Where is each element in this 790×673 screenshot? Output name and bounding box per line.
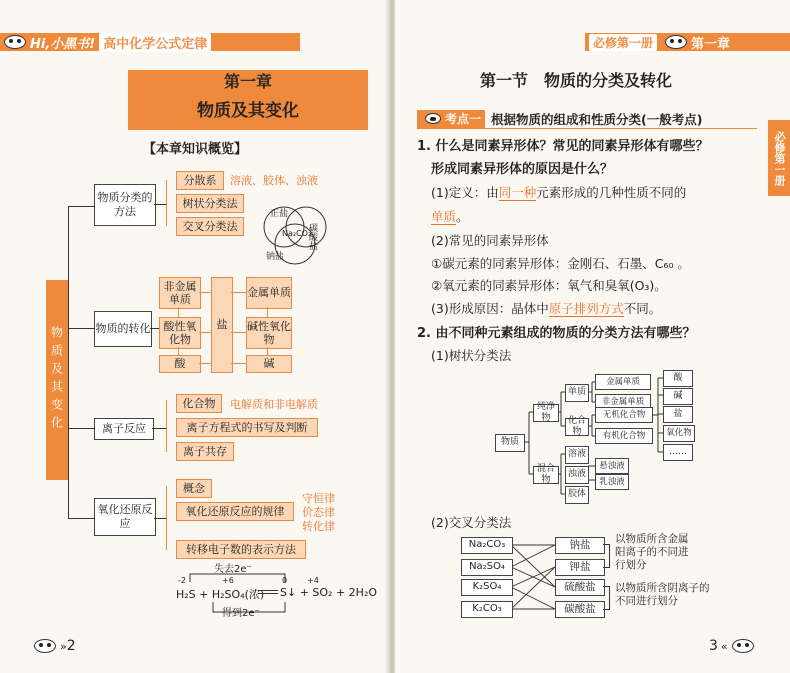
electrolyte-note: 电解质和非电解质 (230, 398, 318, 411)
item-concept: 概念 (176, 479, 212, 498)
main-trunk (68, 206, 69, 518)
metal-element: 金属单质 (246, 277, 292, 309)
overview-title: 【本章知识概览】 (143, 142, 248, 157)
tree-inorganic: 无机化合物 (595, 407, 653, 423)
tree-metal: 金属单质 (595, 374, 651, 390)
chapter-name: 物质及其变化 (197, 101, 299, 121)
brand: Hi,小黑书! (30, 36, 96, 52)
law-conservation: 守恒律 (302, 492, 335, 505)
bracket-bottom (603, 586, 610, 610)
definition-highlight: 同一种 (498, 185, 537, 200)
tree-simple: 单质 (565, 384, 589, 402)
venn-label-sodium-salt: 钠盐 (266, 252, 285, 262)
right-header (585, 33, 790, 51)
cross-sulfate: 硫酸盐 (555, 579, 605, 596)
left-page-number: 2 (66, 638, 76, 654)
item-redox-rules: 氧化还原反应的规律 (176, 502, 294, 521)
kaodian-tag-label: 考点一 (445, 112, 482, 126)
definition-highlight2: 单质 (431, 209, 457, 224)
branch-transformation: 物质的转化 (94, 311, 152, 347)
law-transformation: 转化律 (302, 520, 335, 533)
electron-lost: 失去2e⁻ (214, 564, 252, 575)
tree-turbid: 浊液 (565, 466, 589, 484)
q2: 2. 由不同种元素组成的物质的分类方法有哪些？ (417, 326, 696, 341)
branch-classification: 物质分类的方法 (94, 184, 156, 226)
q1-line1: 1. 什么是同素异形体？常见的同素异形体有哪些？ (417, 139, 709, 154)
tree-organic: 有机化合物 (595, 428, 653, 444)
tree-label: (1)树状分类法 (431, 348, 512, 363)
venn-label-normal-salt: 正盐 (270, 209, 289, 219)
right-page-footer: 3 « (709, 638, 758, 654)
equation-right: S↓ + SO₂ + 2H₂O (280, 586, 378, 599)
equation-equals (258, 590, 278, 594)
oxygen-allotropes: ②氧元素的同素异形体：氧气和臭氧(O₃)。 (431, 278, 667, 293)
side-tab: 必修第一册 (768, 120, 790, 196)
mascot-icon (34, 639, 56, 653)
tree-solution: 溶液 (565, 446, 589, 464)
cross-carbonate: 碳酸盐 (555, 601, 605, 618)
header-chapter: 第一章 (691, 36, 731, 52)
cross-note-bottom: 以物质所含阴离子的不同进行划分 (615, 582, 710, 607)
item-compound: 化合物 (176, 394, 222, 413)
acidic-oxide: 酸性氧化物 (159, 317, 201, 349)
venn-label-carbonate: 碳酸盐 (309, 224, 319, 252)
electron-gained: 得到2e⁻ (222, 608, 260, 619)
law-valence: 价态律 (302, 506, 335, 519)
item-electron-transfer: 转移电子数的表示方法 (176, 540, 306, 559)
venn-label-na2co3: Na₂CO₃ (282, 229, 312, 238)
chapter-number: 第一章 (223, 72, 272, 91)
cross-na2so4: Na₂SO₄ (461, 559, 513, 576)
ox-h2s: -2 (178, 576, 186, 585)
base: 碱 (246, 355, 292, 373)
tree-emulsion: 乳浊液 (595, 474, 629, 490)
left-page-footer: » 2 (30, 638, 76, 654)
chapter-banner (128, 70, 368, 130)
cross-potassium-salt: 钾盐 (555, 559, 605, 576)
definition-line: (1)定义：由同一种元素形成的几种性质不同的 (431, 185, 687, 200)
right-page-number: 3 (709, 638, 718, 654)
tree-matter: 物质 (495, 434, 525, 452)
tree-oxide: 氧化物 (663, 425, 695, 442)
acid: 酸 (159, 355, 201, 373)
tree-dots: …… (663, 444, 693, 461)
tree-salt: 盐 (663, 406, 693, 423)
branch-redox: 氧化还原反应 (94, 498, 156, 536)
right-page (395, 0, 790, 673)
cross-note-top: 以物质所含金属阳离子的不同进行划分 (615, 533, 689, 571)
item-dispersion: 分散系 (176, 171, 224, 190)
tree-pure: 纯净物 (533, 404, 559, 422)
cross-na2co3: Na₂CO₃ (461, 537, 513, 554)
nonmetal-element: 非金属单质 (159, 277, 201, 309)
ox-s: 0 (282, 576, 288, 585)
kaodian-tag (417, 110, 485, 128)
branch-ionic: 离子反应 (94, 418, 154, 440)
item-ion-coexistence: 离子共存 (176, 442, 234, 461)
cross-sodium-salt: 钠盐 (555, 537, 605, 554)
tree-suspension: 悬浊液 (595, 458, 629, 474)
book-volume: 必修第一册 (589, 34, 657, 51)
book-title: 高中化学公式定律 (99, 33, 211, 52)
mascot-icon (665, 35, 687, 49)
q1-line2: 形成同素异形体的原因是什么？ (431, 162, 614, 177)
cross-k2co3: K₂CO₃ (461, 601, 513, 618)
basic-oxide: 碱性氧化物 (246, 317, 292, 349)
tree-base: 碱 (663, 388, 693, 405)
mascot-icon (732, 639, 754, 653)
cross-connectors (511, 540, 555, 612)
cross-label: (2)交叉分类法 (431, 515, 512, 530)
cause-highlight: 原子排列方式 (548, 301, 624, 316)
tree-acid: 酸 (663, 370, 693, 387)
tree-mixture: 混合物 (533, 466, 559, 484)
left-header (0, 33, 300, 51)
bracket-top (603, 544, 610, 568)
common-allotropes: (2)常见的同素异形体 (431, 233, 549, 248)
carbon-allotropes: ①碳元素的同素异形体：金刚石、石墨、C₆₀ 。 (431, 256, 690, 271)
definition-line2: 单质。 (431, 209, 469, 224)
equation-left: H₂S + H₂SO₄(浓) (176, 588, 265, 601)
kaodian-bar (417, 109, 757, 129)
ox-h2so4: +6 (222, 576, 234, 585)
mascot-icon (425, 113, 441, 124)
tree-colloid: 胶体 (565, 486, 589, 504)
left-page (0, 0, 389, 673)
salt-center: 盐 (211, 277, 233, 373)
mascot-icon (4, 35, 26, 49)
tree-nonmetal: 非金属单质 (595, 394, 651, 410)
item-ionic-equation: 离子方程式的书写及判断 (176, 418, 318, 437)
cross-k2so4: K₂SO₄ (461, 579, 513, 596)
ox-so2: +4 (307, 576, 319, 585)
item-tree-method: 树状分类法 (176, 194, 244, 213)
cause-line: (3)形成原因：晶体中原子排列方式不同。 (431, 301, 662, 316)
dispersion-note: 溶液、胶体、浊液 (230, 174, 318, 187)
mindmap-root: 物质及其变化 (46, 280, 68, 480)
tree-compound: 化合物 (565, 418, 589, 436)
item-cross-method: 交叉分类法 (176, 217, 244, 236)
kaodian-text: 根据物质的组成和性质分类(一般考点) (491, 111, 703, 127)
section-title: 第一节 物质的分类及转化 (480, 71, 673, 90)
